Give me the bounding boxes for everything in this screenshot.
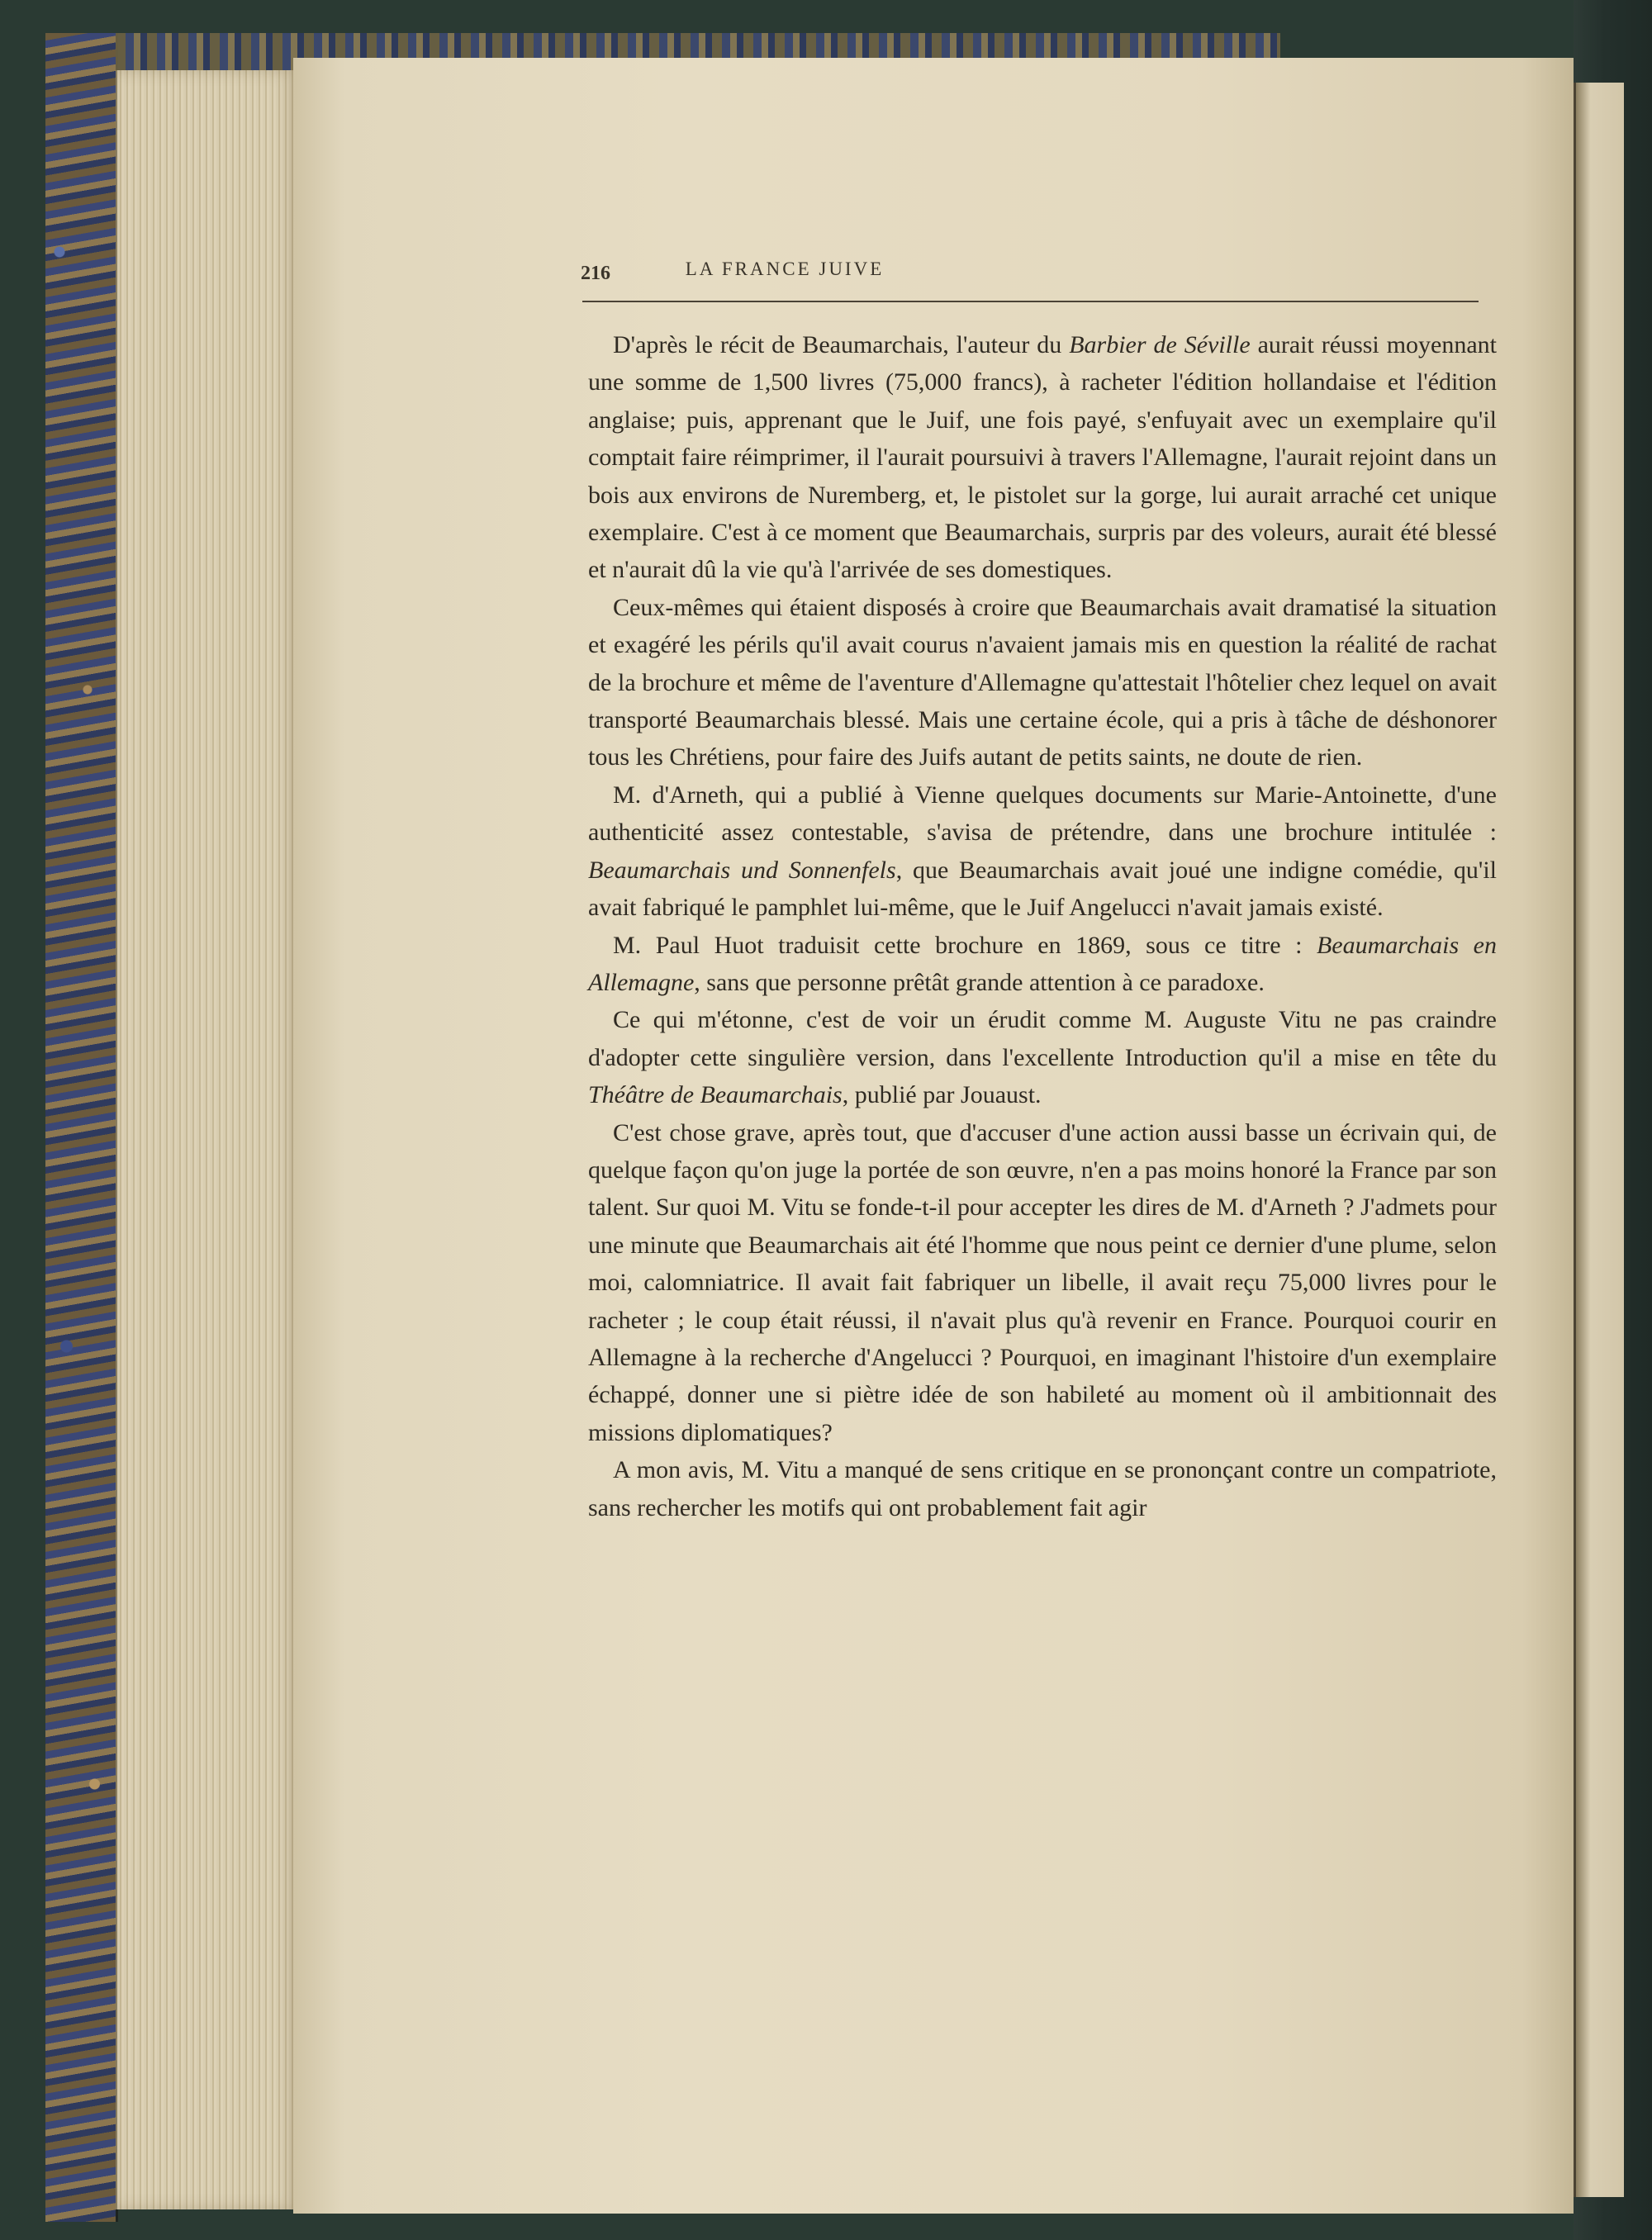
- italic-title: Théâtre de Beaumarchais: [588, 1081, 843, 1109]
- body-text: [588, 326, 1497, 1526]
- running-title: LA FRANCE JUIVE: [685, 259, 885, 279]
- text-run: , publié par Jouaust.: [842, 1081, 1042, 1109]
- page-number: 216: [581, 263, 610, 284]
- paragraph: [588, 776, 1497, 927]
- next-page-edge: [1574, 83, 1624, 2197]
- text-run: A mon avis, M. Vitu a manqué de sens critique en se prononçant contre un compatriote, sans rechercher les motifs qui ont probablement fait agir: [588, 1456, 1497, 1521]
- italic-title: Beaumarchais en Allemagne: [588, 931, 1497, 996]
- text-run: M. d'Arneth, qui a publié à Vienne quelques documents sur Marie-Antoinette, d'une authenticité assez contestable, s'avisa de prétendre, dans une brochure intitulée :: [588, 781, 1497, 847]
- text-run: , sans que personne prêtât grande attention à ce paradoxe.: [694, 968, 1265, 996]
- paragraph: [588, 1114, 1497, 1452]
- paragraph: [588, 1451, 1497, 1526]
- marbled-cover-edge: [45, 33, 118, 2222]
- text-run: , que Beaumarchais avait joué une indigne comédie, qu'il avait fabriqué le pamphlet lui-même, que le Juif Angelucci n'avait jamais existé.: [588, 856, 1497, 922]
- header-rule: [582, 301, 1479, 302]
- text-run: Ce qui m'étonne, c'est de voir un érudit comme M. Auguste Vitu ne pas craindre d'adopter cette singulière version, dans l'excellente Introduction qu'il a mise en tête du: [588, 1006, 1497, 1071]
- text-run: D'après le récit de Beaumarchais, l'auteur du: [613, 331, 1070, 358]
- text-run: Ceux-mêmes qui étaient disposés à croire que Beaumarchais avait dramatisé la situation et exagéré les périls qu'il avait courus n'avaient jamais mis en question la réalité de rachat de la brochure et même de l'aventure d'Allemagne qu'attestait l'hôtelier chez lequel on avait transporté Beaumarchais blessé. Mais une certaine école, qui a pris à tâche de déshonorer tous les Chrétiens, pour faire des Juifs autant de petits saints, ne doute de rien.: [588, 593, 1497, 771]
- page-edges: [116, 70, 299, 2209]
- text-run: C'est chose grave, après tout, que d'accuser d'une action aussi basse un écrivain qui, de quelque façon qu'on juge la portée de son œuvre, n'en a pas moins honoré la France par son talent. Sur quoi M. Vitu se fonde-t-il pour accepter les dires de M. d'Arneth ? J'admets pour une minute que Beaumarchais ait été l'homme que nous peint ce dernier d'une plume, selon moi, calomniatrice. Il avait fait fabriquer un libelle, il avait reçu 75,000 livres pour le racheter ; le coup était réussi, il n'avait plus qu'à revenir en France. Pourquoi courir en Allemagne à la recherche d'Angelucci ? Pourquoi, en imaginant l'histoire d'un exemplaire échappé, donner une si piètre idée de son habileté au moment où il ambitionnait des missions diplomatiques?: [588, 1118, 1497, 1446]
- italic-title: Beaumarchais und Sonnenfels: [588, 856, 896, 884]
- paragraph: [588, 1001, 1497, 1113]
- text-run: aurait réussi moyennant une somme de 1,500 livres (75,000 francs), à racheter l'édition hollandaise et l'édition anglaise; puis, apprenant que le Juif, une fois payé, s'enfuyait avec un exemplaire qu'il comptait faire réimprimer, il l'aurait poursuivi à travers l'Allemagne, l'aurait rejoint dans un bois aux environs de Nuremberg, et, le pistolet sur la gorge, lui aurait arraché cet unique exemplaire. C'est à ce moment que Beaumarchais, surpris par des voleurs, aurait été blessé et n'aurait dû la vie qu'à l'arrivée de ses domestiques.: [588, 331, 1497, 584]
- italic-title: Barbier de Séville: [1069, 331, 1251, 358]
- paragraph: [588, 589, 1497, 776]
- paragraph: [588, 927, 1497, 1002]
- paragraph: [588, 326, 1497, 589]
- text-run: M. Paul Huot traduisit cette brochure en 1869, sous ce titre :: [613, 931, 1317, 959]
